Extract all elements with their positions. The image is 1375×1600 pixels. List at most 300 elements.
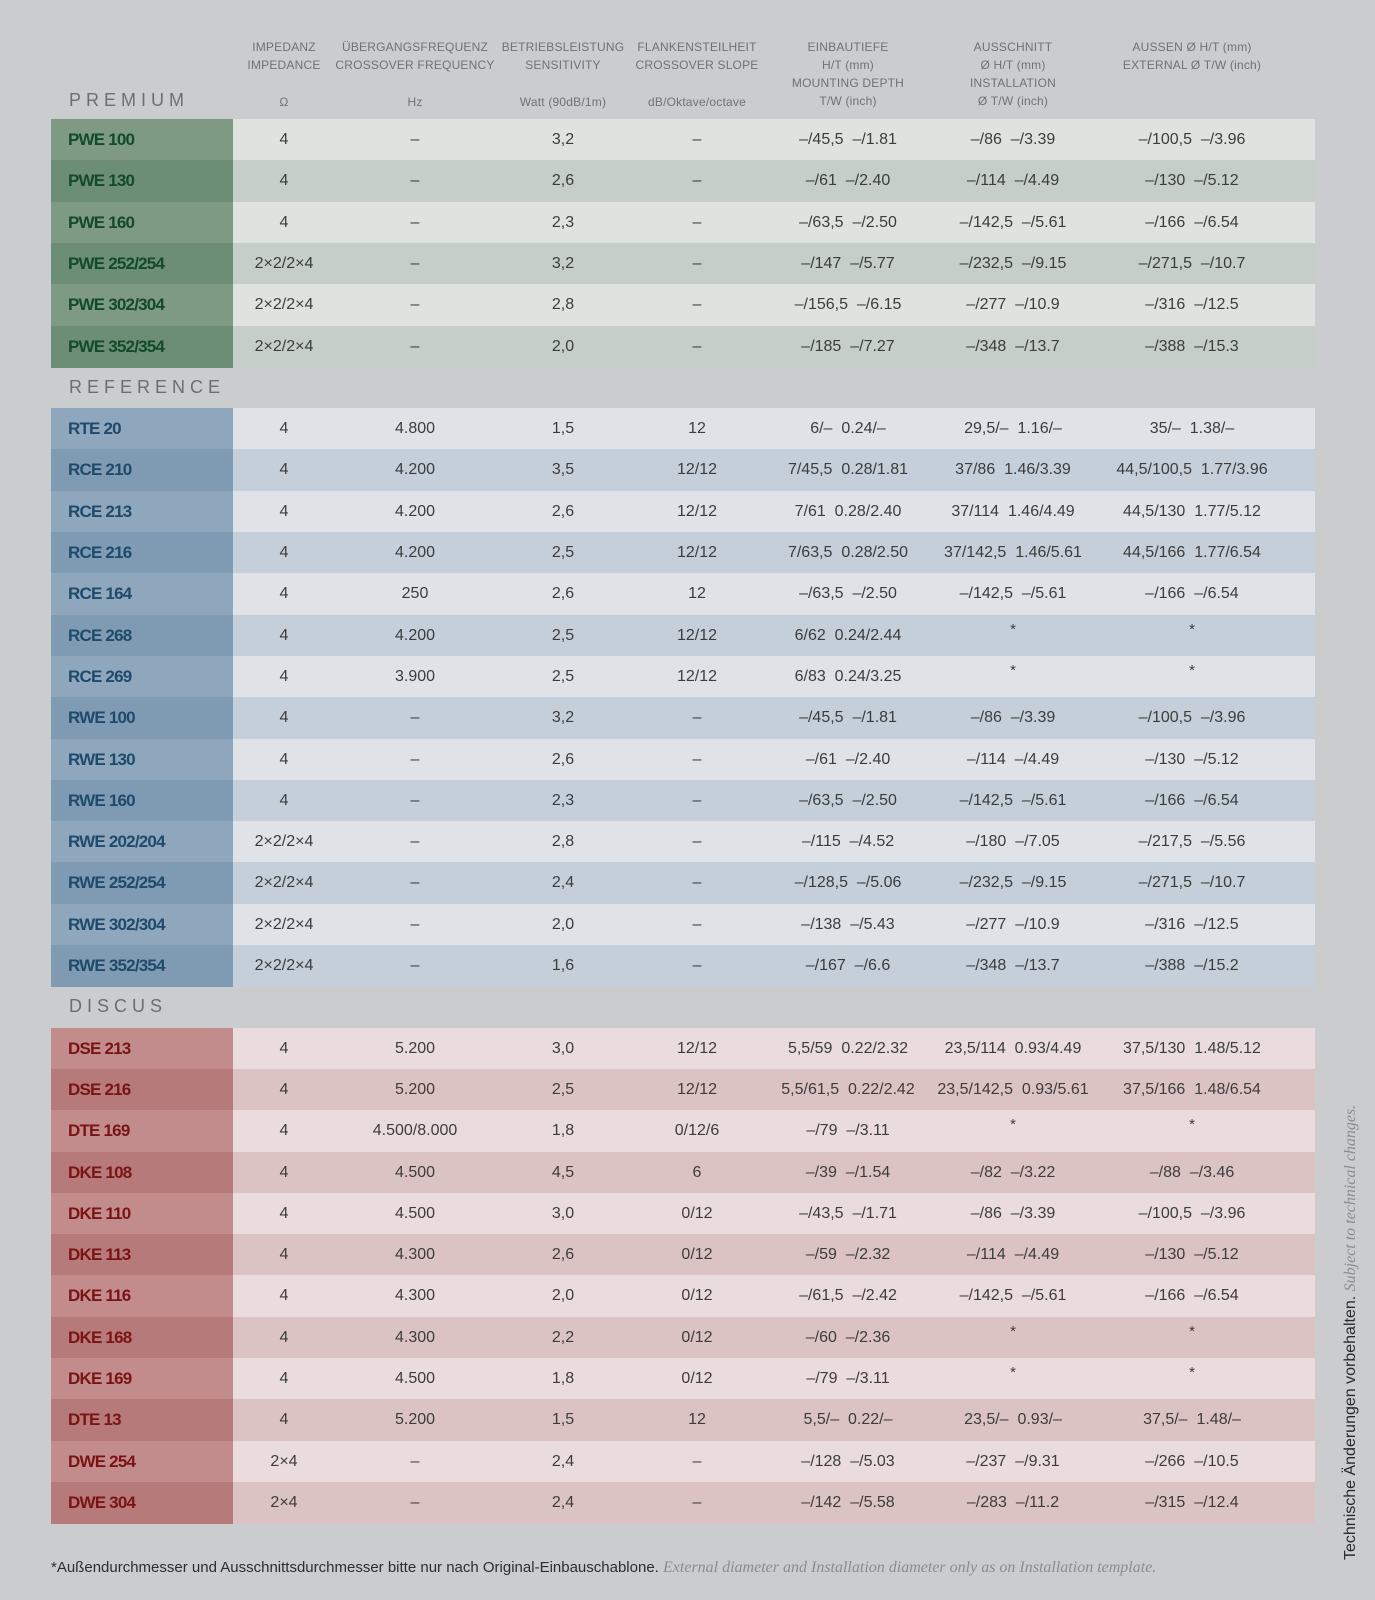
spec-cell: 5,5/– 0.22/– <box>803 1411 893 1429</box>
table-row <box>51 862 1315 904</box>
spec-cell: –/237 –/9.31 <box>966 1452 1060 1470</box>
spec-cell: 0/12 <box>681 1287 713 1305</box>
column-header-1 <box>224 38 344 109</box>
spec-cell: – <box>692 296 702 314</box>
spec-cell: 4 <box>279 1287 289 1305</box>
spec-cell: 4 <box>279 420 289 438</box>
spec-cell: * <box>1010 620 1016 638</box>
spec-cell: 5,5/59 0.22/2.32 <box>787 1039 909 1057</box>
column-header-line: AUSSCHNITT <box>973 40 1053 54</box>
table-row <box>51 1069 1315 1111</box>
spec-cell: – <box>692 750 702 768</box>
table-row <box>51 119 1315 161</box>
spec-cell: 23,5/– 0.93/– <box>964 1411 1062 1429</box>
spec-cell: – <box>410 254 420 272</box>
model-name: DKE 113 <box>51 1234 233 1276</box>
model-name: RCE 216 <box>51 532 233 574</box>
spec-cell: 12/12 <box>676 626 718 644</box>
column-header-unit: dB/Oktave/octave <box>648 95 746 109</box>
spec-cell: –/142,5 –/5.61 <box>959 791 1067 809</box>
spec-cell: –/316 –/12.5 <box>1145 915 1239 933</box>
spec-cell: 2,2 <box>551 1328 575 1346</box>
spec-cell: 2,8 <box>551 296 575 314</box>
spec-cell: * <box>1189 661 1195 679</box>
section-title-discus: DISCUS <box>69 996 168 1017</box>
model-name: DTE 13 <box>51 1399 233 1441</box>
spec-cell: –/167 –/6.6 <box>805 957 891 974</box>
spec-cell: * <box>1189 620 1195 638</box>
spec-cell: 3,0 <box>551 1039 575 1057</box>
spec-cell: – <box>410 709 420 727</box>
column-header-5 <box>773 38 923 110</box>
spec-cell: 2,4 <box>551 874 575 892</box>
spec-cell: – <box>692 833 702 851</box>
spec-cell: –/388 –/15.2 <box>1145 957 1239 974</box>
spec-cell: – <box>692 1452 702 1470</box>
spec-cell: 0/12 <box>681 1204 713 1222</box>
spec-cell: –/114 –/4.49 <box>966 172 1060 190</box>
spec-cell: –/39 –/1.54 <box>805 1163 891 1181</box>
spec-cell: 2×2/2×4 <box>254 833 314 851</box>
table-row <box>51 780 1315 822</box>
spec-cell: 2,4 <box>551 1452 575 1470</box>
footnote <box>51 1559 1156 1577</box>
spec-cell: 4,5 <box>551 1163 575 1181</box>
spec-cell: –/277 –/10.9 <box>966 915 1060 933</box>
model-name: RCE 213 <box>51 491 233 533</box>
spec-cell: 2,3 <box>551 213 575 231</box>
table-row <box>51 408 1315 450</box>
spec-cell: – <box>692 1493 702 1511</box>
spec-cell: –/63,5 –/2.50 <box>799 213 897 231</box>
model-name: RWE 202/204 <box>51 821 233 863</box>
model-name: RWE 302/304 <box>51 904 233 946</box>
column-header-2 <box>335 38 495 109</box>
table-row <box>51 615 1315 657</box>
model-name: DSE 216 <box>51 1069 233 1111</box>
spec-cell: –/180 –/7.05 <box>966 833 1060 851</box>
spec-cell: –/128,5 –/5.06 <box>794 874 902 892</box>
model-name: PWE 100 <box>51 119 233 161</box>
spec-cell: * <box>1010 1364 1016 1381</box>
column-header-4 <box>632 38 762 109</box>
spec-cell: – <box>692 254 702 272</box>
model-name: DKE 108 <box>51 1152 233 1194</box>
spec-cell: 0/12 <box>681 1328 713 1346</box>
spec-cell: – <box>692 131 702 148</box>
column-header-line: IMPEDANZ <box>252 40 316 54</box>
spec-cell: –/100,5 –/3.96 <box>1138 709 1246 727</box>
spec-cell: 2,5 <box>551 544 575 561</box>
model-name: PWE 130 <box>51 160 233 202</box>
model-name: RWE 352/354 <box>51 945 233 987</box>
spec-cell: 4.200 <box>394 461 436 479</box>
spec-cell: 35/– 1.38/– <box>1149 420 1235 438</box>
column-header-7 <box>1107 38 1277 74</box>
spec-cell: 4 <box>279 626 289 644</box>
spec-cell: 4 <box>279 791 289 809</box>
spec-cell: –/185 –/7.27 <box>801 337 895 355</box>
spec-cell: –/316 –/12.5 <box>1145 296 1239 314</box>
table-row <box>51 573 1315 615</box>
spec-cell: –/43,5 –/1.71 <box>799 1204 897 1222</box>
spec-cell: 37,5/130 1.48/5.12 <box>1123 1039 1261 1057</box>
spec-cell: 2,6 <box>551 1246 575 1264</box>
spec-cell: 2,5 <box>551 667 575 685</box>
spec-cell: 4 <box>279 1328 289 1346</box>
spec-cell: 0/12/6 <box>674 1122 720 1140</box>
side-note <box>1342 1105 1360 1560</box>
spec-cell: 12/12 <box>676 544 718 561</box>
table-row <box>51 821 1315 863</box>
spec-cell: – <box>410 791 420 809</box>
spec-cell: –/59 –/2.32 <box>805 1246 891 1264</box>
spec-cell: 2,6 <box>551 502 575 520</box>
model-name: PWE 352/354 <box>51 326 233 368</box>
spec-cell: 29,5/– 1.16/– <box>964 420 1062 438</box>
spec-cell: * <box>1189 1116 1195 1134</box>
spec-cell: 0/12 <box>681 1370 713 1387</box>
model-name: DWE 304 <box>51 1482 233 1524</box>
spec-cell: –/128 –/5.03 <box>801 1452 895 1470</box>
table-row <box>51 1234 1315 1276</box>
spec-cell: – <box>410 172 420 190</box>
model-name: RCE 268 <box>51 615 233 657</box>
spec-cell: –/388 –/15.3 <box>1145 337 1239 355</box>
column-header-line: H/T (mm) <box>821 58 875 72</box>
model-name: PWE 252/254 <box>51 243 233 285</box>
spec-cell: –/100,5 –/3.96 <box>1138 131 1246 148</box>
spec-cell: 4.500 <box>394 1204 436 1222</box>
footnote-en: External diameter and Installation diameter only as on Installation template. <box>663 1559 1157 1576</box>
spec-cell: 4.500 <box>394 1163 436 1181</box>
column-header-6 <box>938 38 1088 110</box>
spec-cell: –/271,5 –/10.7 <box>1138 254 1246 272</box>
spec-cell: 4 <box>279 1163 289 1181</box>
spec-cell: 2×2/2×4 <box>254 337 314 355</box>
spec-cell: 4.500/8.000 <box>372 1122 458 1140</box>
table-row <box>51 532 1315 574</box>
spec-cell: 12/12 <box>676 502 718 520</box>
spec-cell: –/130 –/5.12 <box>1145 172 1239 190</box>
model-name: RCE 269 <box>51 656 233 698</box>
model-name: DKE 110 <box>51 1193 233 1235</box>
table-row <box>51 449 1315 491</box>
spec-cell: –/45,5 –/1.81 <box>799 131 897 148</box>
spec-cell: –/277 –/10.9 <box>966 296 1060 314</box>
spec-cell: – <box>410 296 420 314</box>
spec-cell: – <box>692 874 702 892</box>
spec-cell: –/166 –/6.54 <box>1145 1287 1239 1305</box>
spec-cell: 4 <box>279 585 289 603</box>
spec-cell: –/142,5 –/5.61 <box>959 213 1067 231</box>
spec-cell: 2,5 <box>551 626 575 644</box>
spec-cell: 4 <box>279 1039 289 1057</box>
side-note-de: Technische Änderungen vorbehalten. <box>1342 1295 1359 1560</box>
spec-cell: – <box>410 833 420 851</box>
spec-cell: – <box>692 337 702 355</box>
spec-cell: –/232,5 –/9.15 <box>959 874 1067 892</box>
spec-cell: –/86 –/3.39 <box>970 131 1056 148</box>
spec-cell: 5,5/61,5 0.22/2.42 <box>781 1080 915 1098</box>
spec-cell: 4 <box>279 667 289 685</box>
spec-cell: – <box>692 709 702 727</box>
model-name: DKE 169 <box>51 1358 233 1400</box>
spec-cell: –/114 –/4.49 <box>966 1246 1060 1264</box>
column-header-line: EXTERNAL Ø T/W (inch) <box>1122 58 1262 72</box>
spec-cell: 6/– 0.24/– <box>810 420 886 438</box>
spec-cell: 12 <box>688 1411 706 1429</box>
spec-cell: 4.200 <box>394 502 436 520</box>
spec-cell: –/142,5 –/5.61 <box>959 1287 1067 1305</box>
spec-cell: 1,6 <box>551 957 575 974</box>
spec-cell: –/142,5 –/5.61 <box>959 585 1067 603</box>
spec-cell: –/82 –/3.22 <box>970 1163 1056 1181</box>
spec-cell: 12 <box>688 585 706 603</box>
spec-cell: 2,0 <box>551 337 575 355</box>
column-header-unit: Watt (90dB/1m) <box>519 95 607 109</box>
column-header-line: CROSSOVER SLOPE <box>635 58 759 72</box>
spec-cell: 2×4 <box>270 1493 298 1511</box>
table-row <box>51 739 1315 781</box>
spec-cell: –/315 –/12.4 <box>1145 1493 1239 1511</box>
spec-cell: 2,5 <box>551 1080 575 1098</box>
column-header-unit: Hz <box>407 95 423 109</box>
table-row <box>51 491 1315 533</box>
spec-cell: 4.300 <box>394 1328 436 1346</box>
spec-cell: * <box>1010 1116 1016 1134</box>
spec-cell: 250 <box>401 585 429 603</box>
spec-cell: 4 <box>279 1122 289 1140</box>
spec-cell: 37/142,5 1.46/5.61 <box>944 544 1082 561</box>
table-row <box>51 1317 1315 1359</box>
spec-cell: –/61 –/2.40 <box>805 750 891 768</box>
table-row <box>51 1152 1315 1194</box>
spec-cell: 4 <box>279 172 289 190</box>
spec-cell: 4.200 <box>394 626 436 644</box>
section-title-reference: REFERENCE <box>69 376 226 397</box>
spec-cell: 1,8 <box>551 1122 575 1140</box>
spec-cell: * <box>1010 1322 1016 1340</box>
spec-cell: 12/12 <box>676 1080 718 1098</box>
spec-cell: –/115 –/4.52 <box>801 833 895 851</box>
spec-cell: 6/62 0.24/2.44 <box>794 626 902 644</box>
spec-cell: 2,0 <box>551 1287 575 1305</box>
column-header-line: INSTALLATION <box>970 76 1056 90</box>
model-name: RWE 160 <box>51 780 233 822</box>
spec-cell: 4 <box>279 461 289 479</box>
spec-cell: –/86 –/3.39 <box>970 1204 1056 1222</box>
section-title-premium: PREMIUM <box>69 90 189 110</box>
spec-cell: –/166 –/6.54 <box>1145 585 1239 603</box>
spec-cell: –/88 –/3.46 <box>1149 1163 1235 1181</box>
spec-cell: 1,5 <box>551 1411 575 1429</box>
model-name: RCE 210 <box>51 449 233 491</box>
spec-cell: 7/45,5 0.28/1.81 <box>787 461 909 479</box>
table-row <box>51 656 1315 698</box>
column-header-line: T/W (inch) <box>819 94 877 108</box>
table-row <box>51 326 1315 368</box>
spec-cell: 4 <box>279 709 289 727</box>
spec-cell: * <box>1189 1322 1195 1340</box>
spec-cell: – <box>692 172 702 190</box>
spec-cell: 2,3 <box>551 791 575 809</box>
column-header-line: Ø H/T (mm) <box>980 58 1046 72</box>
spec-cell: 1,5 <box>551 420 575 438</box>
spec-cell: –/138 –/5.43 <box>801 915 895 933</box>
spec-cell: –/63,5 –/2.50 <box>799 585 897 603</box>
spec-cell: –/156,5 –/6.15 <box>794 296 902 314</box>
spec-cell: 2,6 <box>551 750 575 768</box>
spec-cell: 2×2/2×4 <box>254 874 314 892</box>
model-name: RTE 20 <box>51 408 233 450</box>
spec-cell: 4.500 <box>394 1370 436 1387</box>
table-row <box>51 1275 1315 1317</box>
spec-cell: 7/63,5 0.28/2.50 <box>787 544 909 561</box>
spec-cell: –/348 –/13.7 <box>966 957 1060 974</box>
table-row <box>51 697 1315 739</box>
model-name: RCE 164 <box>51 573 233 615</box>
spec-cell: –/60 –/2.36 <box>805 1328 891 1346</box>
model-name: RWE 100 <box>51 697 233 739</box>
spec-cell: –/266 –/10.5 <box>1145 1452 1239 1470</box>
table-row <box>51 160 1315 202</box>
spec-cell: –/45,5 –/1.81 <box>799 709 897 727</box>
spec-cell: 4 <box>279 544 289 561</box>
spec-cell: –/61,5 –/2.42 <box>799 1287 897 1305</box>
spec-cell: 2,8 <box>551 833 575 851</box>
spec-cell: 0/12 <box>681 1246 713 1264</box>
spec-cell: – <box>692 957 702 974</box>
spec-cell: 37,5/166 1.48/6.54 <box>1123 1080 1261 1098</box>
spec-cell: 3,2 <box>551 254 575 272</box>
spec-cell: –/86 –/3.39 <box>970 709 1056 727</box>
column-header-line: ÜBERGANGSFREQUENZ <box>341 40 489 54</box>
spec-cell: 3,2 <box>551 709 575 727</box>
column-header-line: EINBAUTIEFE <box>807 40 889 54</box>
spec-cell: 5.200 <box>394 1411 436 1429</box>
spec-cell: –/166 –/6.54 <box>1145 213 1239 231</box>
spec-cell: –/130 –/5.12 <box>1145 750 1239 768</box>
column-header-line: AUSSEN Ø H/T (mm) <box>1132 40 1252 54</box>
table-row <box>51 1482 1315 1524</box>
spec-cell: 4 <box>279 1246 289 1264</box>
spec-cell: – <box>410 1493 420 1511</box>
table-row <box>51 284 1315 326</box>
spec-cell: –/130 –/5.12 <box>1145 1246 1239 1264</box>
spec-cell: 37,5/– 1.48/– <box>1143 1411 1241 1429</box>
model-name: RWE 130 <box>51 739 233 781</box>
spec-cell: 4 <box>279 1204 289 1222</box>
spec-cell: 5.200 <box>394 1039 436 1057</box>
spec-cell: – <box>410 337 420 355</box>
spec-cell: 7/61 0.28/2.40 <box>794 502 902 520</box>
spec-cell: – <box>692 213 702 231</box>
spec-cell: 4 <box>279 213 289 231</box>
spec-cell: – <box>410 1452 420 1470</box>
spec-cell: 2,6 <box>551 172 575 190</box>
spec-cell: 12/12 <box>676 461 718 479</box>
spec-cell: 3,0 <box>551 1204 575 1222</box>
spec-cell: 4 <box>279 131 289 148</box>
column-header-line: Ø T/W (inch) <box>977 94 1049 108</box>
spec-cell: 12 <box>688 420 706 438</box>
spec-cell: –/100,5 –/3.96 <box>1138 1204 1246 1222</box>
model-name: DKE 168 <box>51 1317 233 1359</box>
column-header-line: FLANKENSTEILHEIT <box>637 40 757 54</box>
spec-cell: –/147 –/5.77 <box>801 254 895 272</box>
spec-cell: – <box>410 213 420 231</box>
spec-cell: 4.200 <box>394 544 436 561</box>
table-row <box>51 945 1315 987</box>
spec-cell: –/232,5 –/9.15 <box>959 254 1067 272</box>
column-header-3 <box>498 38 628 109</box>
spec-cell: – <box>410 874 420 892</box>
table-row <box>51 1193 1315 1235</box>
spec-cell: –/142 –/5.58 <box>801 1493 895 1511</box>
spec-cell: * <box>1189 1364 1195 1381</box>
table-row <box>51 202 1315 244</box>
spec-cell: 3,5 <box>551 461 575 479</box>
table-row <box>51 1028 1315 1070</box>
spec-cell: 4 <box>279 502 289 520</box>
spec-cell: –/166 –/6.54 <box>1145 791 1239 809</box>
model-name: DWE 254 <box>51 1441 233 1483</box>
table-row <box>51 1358 1315 1400</box>
model-name: PWE 302/304 <box>51 284 233 326</box>
spec-cell: –/114 –/4.49 <box>966 750 1060 768</box>
spec-cell: 4.800 <box>394 420 436 438</box>
spec-cell: 4.300 <box>394 1287 436 1305</box>
spec-cell: 2×2/2×4 <box>254 957 314 974</box>
footnote-de: *Außendurchmesser und Ausschnittsdurchmesser bitte nur nach Original-Einbauschablone. <box>51 1559 659 1576</box>
spec-cell: –/61 –/2.40 <box>805 172 891 190</box>
table-row <box>51 1399 1315 1441</box>
model-name: PWE 160 <box>51 202 233 244</box>
spec-cell: 2×2/2×4 <box>254 296 314 314</box>
spec-cell: 44,5/100,5 1.77/3.96 <box>1116 461 1268 479</box>
spec-cell: 5.200 <box>394 1080 436 1098</box>
spec-cell: 4 <box>279 1411 289 1429</box>
spec-cell: – <box>410 750 420 768</box>
spec-cell: –/283 –/11.2 <box>966 1493 1060 1511</box>
spec-cell: 37/114 1.46/4.49 <box>951 502 1075 520</box>
spec-cell: – <box>692 915 702 933</box>
spec-cell: –/79 –/3.11 <box>806 1122 890 1140</box>
side-note-en: Subject to technical changes. <box>1342 1104 1359 1292</box>
spec-cell: 4 <box>279 1370 289 1387</box>
spec-cell: 3,2 <box>551 131 575 148</box>
spec-cell: 1,8 <box>551 1370 575 1387</box>
spec-cell: 4.300 <box>394 1246 436 1264</box>
column-header-unit: Ω <box>279 95 289 109</box>
spec-cell: 4 <box>279 750 289 768</box>
table-row <box>51 243 1315 285</box>
column-header-line: IMPEDANCE <box>247 58 321 72</box>
spec-cell: –/79 –/3.11 <box>806 1370 890 1387</box>
spec-cell: 6 <box>692 1163 702 1181</box>
spec-cell: 2×2/2×4 <box>254 915 314 933</box>
spec-cell: 23,5/142,5 0.93/5.61 <box>937 1080 1089 1098</box>
spec-cell: * <box>1010 661 1016 679</box>
spec-cell: 23,5/114 0.93/4.49 <box>944 1039 1082 1057</box>
spec-cell: 12/12 <box>676 1039 718 1057</box>
spec-cell: –/271,5 –/10.7 <box>1138 874 1246 892</box>
model-name: DKE 116 <box>51 1275 233 1317</box>
spec-cell: 2,6 <box>551 585 575 603</box>
spec-cell: 2,4 <box>551 1493 575 1511</box>
table-row <box>51 1110 1315 1152</box>
